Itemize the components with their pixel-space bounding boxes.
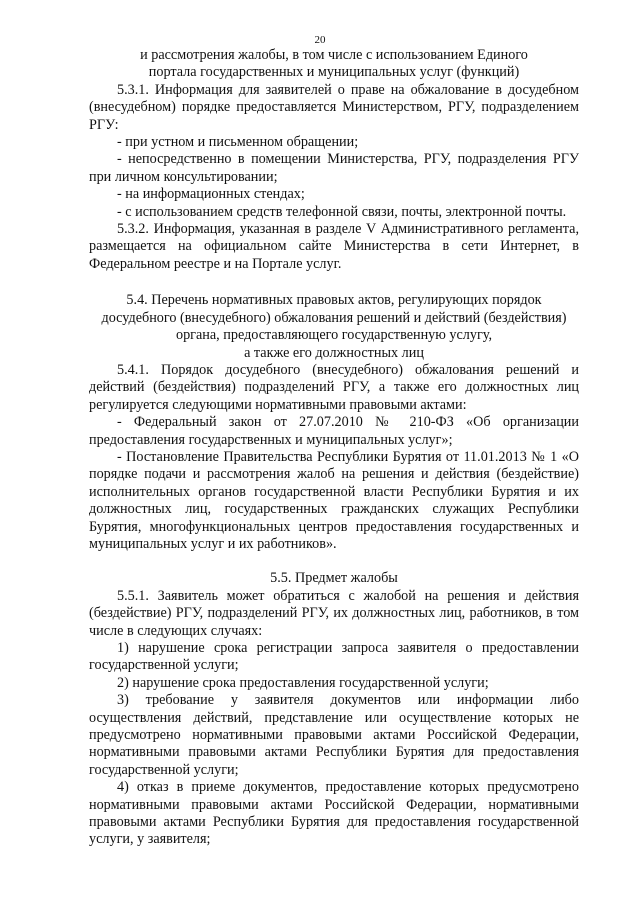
section-5-5-heading: 5.5. Предмет жалобы (270, 570, 398, 587)
list-item: 3) требование у заявителя документов или информации либо осуществления действий, представление или осуществление которых не предусмотрено нормативными правовыми актами Российской Федерации, нормативными правовыми актами Республики Бурятия для предоставления государственной услуги; (89, 692, 579, 778)
page-number: 20 (314, 34, 326, 46)
list-item: - с использованием средств телефонной связи, почты, электронной почты. (117, 203, 567, 220)
section-heading-line: досудебного (внесудебного) обжалования решений и действий (бездействия) (101, 309, 567, 326)
list-item: - на информационных стендах; (117, 186, 305, 203)
paragraph-5-3-1: 5.3.1. Информация для заявителей о праве на обжалование в досудебном (внесудебном) порядке предоставляется Министерством, РГУ, подразделением РГУ: (89, 81, 579, 133)
paragraph-5-4-1: 5.4.1. Порядок досудебного (внесудебного) обжалования решений и действий (бездействия) подразделений РГУ, а также его должностных лиц регулируется следующими нормативными правовыми актами: (89, 361, 579, 413)
section-heading-line: органа, предоставляющего государственную услугу, (175, 327, 493, 344)
paragraph-5-3-2: 5.3.2. Информация, указанная в разделе V Административного регламента, размещается на официальном сайте Министерства в сети Интернет, в Федеральном реестре и на Портале услуг. (89, 221, 579, 272)
section-heading-line: а также его должностных лиц (244, 344, 424, 361)
intro-line-2: портала государственных и муниципальных услуг (функций) (148, 64, 520, 81)
list-item: 4) отказ в приеме документов, предоставление которых предусмотрено нормативными правовыми актами Российской Федерации, нормативными правовыми актами Республики Бурятия для предоставления государственной услуги, у заявителя; (89, 779, 579, 848)
section-heading-line: 5.4. Перечень нормативных правовых актов, регулирующих порядок (126, 292, 542, 309)
list-item: - непосредственно в помещении Министерства, РГУ, подразделения РГУ при личном консультировании; (89, 151, 579, 185)
section-5-4-heading (89, 292, 579, 362)
list-item: - Федеральный закон от 27.07.2010 № 210-ФЗ «Об организации предоставления государственных и муниципальных услуг»; (89, 414, 579, 448)
intro-line-1: и рассмотрения жалобы, в том числе с использованием Единого (140, 47, 528, 63)
list-item: - Постановление Правительства Республики Бурятия от 11.01.2013 № 1 «О порядке подачи и рассмотрения жалоб на решения и действия (бездействие) исполнительных органов государственной власти Республики Бурятия и их должностных лиц, государственных гражданских служащих Республики Бурятия, многофункциональных центров предоставления государственных и муниципальных услуг и их работников». (89, 448, 579, 552)
list-item: 1) нарушение срока регистрации запроса заявителя о предоставлении государственной услуги; (89, 640, 579, 674)
list-item: - при устном и письменном обращении; (117, 134, 359, 151)
document-body (89, 47, 579, 849)
list-item: 2) нарушение срока предоставления государственной услуги; (117, 674, 489, 691)
paragraph-5-5-1: 5.5.1. Заявитель может обратиться с жалобой на решения и действия (бездействие) РГУ, подразделений РГУ, их должностных лиц, работников, в том числе в следующих случаях: (89, 587, 579, 639)
